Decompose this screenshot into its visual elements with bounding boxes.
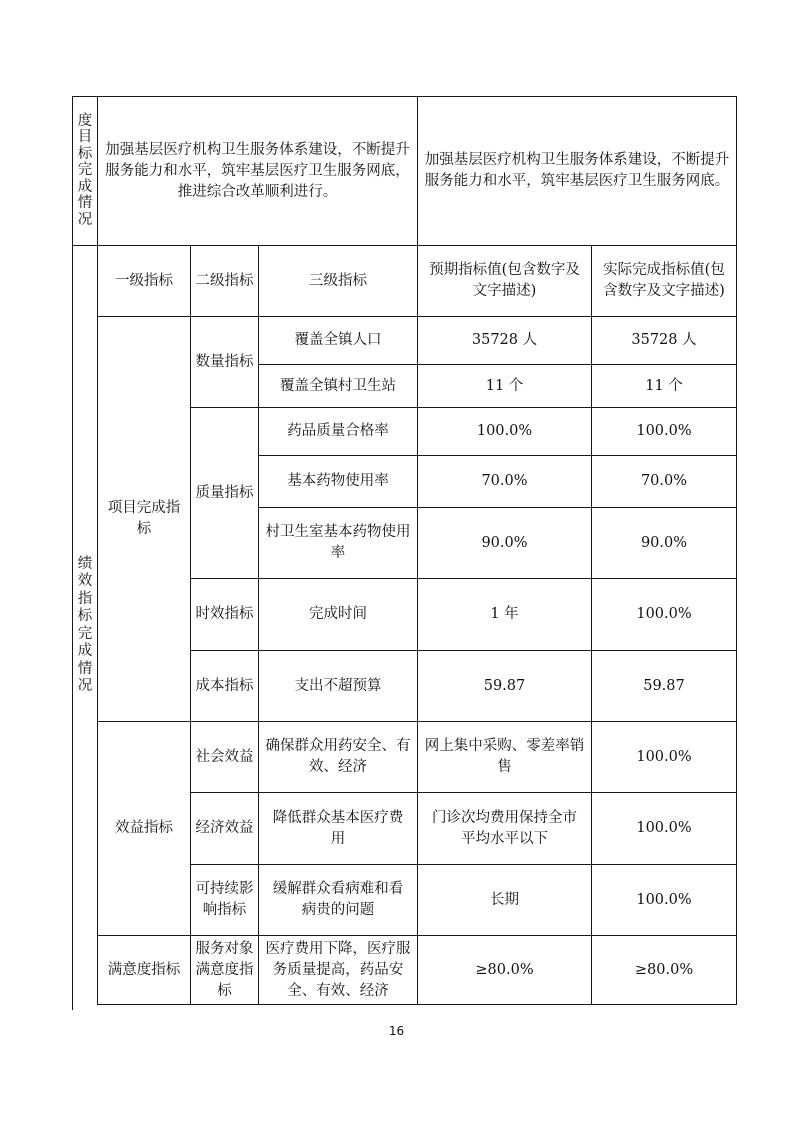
row-indicator: 缓解群众看病难和看病贵的问题 [272, 881, 404, 918]
header-level1: 一级指标 [115, 272, 173, 289]
header-level2: 二级指标 [195, 272, 254, 289]
row-expected: 网上集中采购、零差率销售 [424, 738, 585, 775]
row-indicator: 村卫生室基本药物使用率 [265, 524, 411, 561]
header-actual: 实际完成指标值(包含数字及文字描述) [603, 262, 725, 299]
target-actual-text: 加强基层医疗机构卫生服务体系建设，不断提升服务能力和水平，筑牢基层医疗卫生服务网底。 [424, 152, 730, 189]
performance-section-label-text: 绩效指标完成情况 [77, 555, 93, 694]
row-indicator: 降低群众基本医疗费用 [272, 809, 404, 847]
level2-cost: 成本指标 [195, 677, 254, 694]
row-expected: 长期 [490, 891, 519, 908]
row-indicator: 支出不超预算 [294, 677, 382, 694]
target-section-label [73, 96, 97, 245]
row-expected: 59.87 [483, 677, 526, 694]
row-actual: 70.0% [640, 473, 688, 489]
row-expected: ≥80.0% [475, 961, 534, 978]
row-actual: 90.0% [640, 534, 688, 551]
row-actual: 100.0% [636, 423, 692, 439]
row-indicator: 药品质量合格率 [287, 423, 389, 439]
target-section-label-text: 度目标完成情况 [77, 112, 93, 228]
level2-quality: 质量指标 [195, 484, 254, 501]
row-actual: 100.0% [636, 820, 692, 836]
row-expected: 100.0% [476, 423, 533, 439]
level1-satisfaction: 满意度指标 [107, 961, 181, 978]
header-expected: 预期指标值(包含数字及文字描述) [429, 262, 580, 299]
level2-economic: 经济效益 [195, 820, 254, 836]
level2-social: 社会效益 [195, 748, 254, 765]
row-actual: 100.0% [636, 748, 692, 765]
row-indicator: 确保群众用药安全、有效、经济 [265, 738, 411, 775]
row-expected: 70.0% [481, 473, 528, 489]
row-expected: 90.0% [481, 534, 528, 551]
level2-timeliness: 时效指标 [195, 606, 254, 622]
level1-project: 项目完成指标 [107, 500, 181, 537]
row-indicator: 覆盖全镇人口 [294, 332, 382, 348]
row-indicator: 覆盖全镇村卫生站 [280, 377, 396, 394]
performance-section-label [73, 246, 97, 1005]
row-indicator: 完成时间 [309, 606, 367, 622]
target-expected-text: 加强基层医疗机构卫生服务体系建设，不断提升服务能力和水平，筑牢基层医疗卫生服务网底，推进综合改革顺利进行。 [105, 141, 410, 200]
row-actual: ≥80.0% [634, 961, 694, 978]
row-indicator: 医疗费用下降，医疗服务质量提高，药品安全、有效、经济 [265, 940, 411, 999]
row-actual: 100.0% [636, 891, 692, 908]
level1-benefit: 效益指标 [115, 820, 173, 836]
row-actual: 11 个 [645, 377, 683, 394]
row-expected: 35728 人 [471, 332, 538, 348]
row-expected: 门诊次均费用保持全市平均水平以下 [432, 809, 577, 847]
header-level3: 三级指标 [309, 272, 367, 289]
level2-service-satisfaction: 服务对象满意度指标 [195, 940, 254, 999]
table-border-right [736, 96, 737, 1005]
row-actual: 100.0% [636, 606, 692, 622]
row-indicator: 基本药物使用率 [287, 473, 389, 489]
row-expected: 1 年 [490, 606, 519, 622]
row-expected: 11 个 [485, 377, 524, 394]
level2-quantity: 数量指标 [195, 353, 254, 370]
page-number: 16 [388, 1024, 405, 1038]
row-actual: 35728 人 [631, 332, 697, 348]
level2-sustainable: 可持续影响指标 [195, 881, 254, 918]
row-actual: 59.87 [643, 677, 685, 694]
